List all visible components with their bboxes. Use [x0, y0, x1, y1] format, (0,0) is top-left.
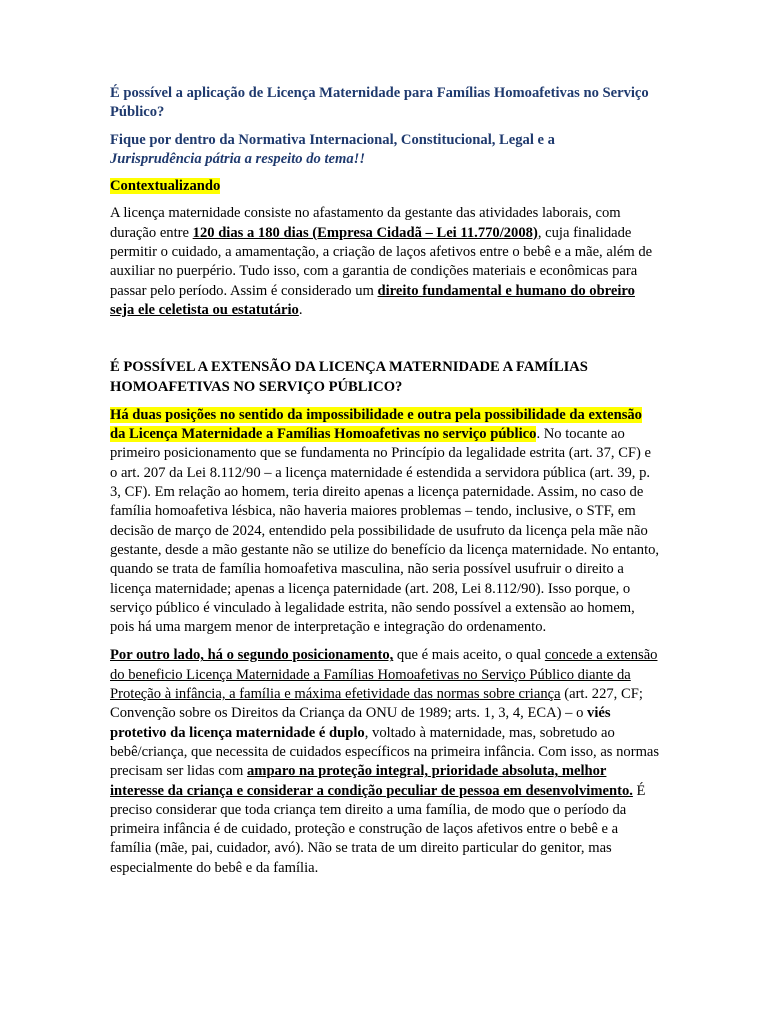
context-label: Contextualizando [110, 178, 221, 195]
p1-text-c: , cuja finalidade permitir o cuidado, a amamentação, a criação de laços afetivos entre o bebê e a mãe, além de auxiliar no puerpério. Tudo isso, com a garantia de condições materiais e econômicas para passar pelo período. Assim é considerado um [110, 224, 653, 299]
subtitle-line-2: Jurisprudência pátria a respeito do tema!! [110, 150, 366, 167]
p3-text-d: (art. 227, CF; Convenção sobre os Direitos da Criança da ONU de 1989; arts. 1, 3, 4, ECA) – o [110, 686, 643, 722]
document-subtitle [110, 131, 660, 170]
p1-duration: 120 dias a 180 dias (Empresa Cidadã – Lei 11.770/2008) [192, 224, 538, 241]
document-title: É possível a aplicação de Licença Maternidade para Famílias Homoafetivas no Serviço Público? [110, 85, 649, 121]
p2-highlight: Há duas posições no sentido da impossibilidade e outra pela possibilidade da extensão da Licença Maternidade a Famílias Homoafetivas no serviço público [110, 406, 642, 443]
p3-dual-protection: viés protetivo da licença maternidade é duplo [110, 705, 611, 741]
paragraph-positions [110, 406, 660, 638]
p3-text-f: , voltado à maternidade, mas, sobretudo ao bebê/criança, que necessita de cuidados específicos na primeira infância. Com isso, as normas precisam ser lidas com [110, 724, 660, 780]
paragraph-second-position [110, 646, 660, 878]
context-label-paragraph [110, 177, 660, 196]
section-heading: É POSSÍVEL A EXTENSÃO DA LICENÇA MATERNIDADE A FAMÍLIAS HOMOAFETIVAS NO SERVIÇO PÚBLICO? [110, 359, 588, 395]
p3-concession: concede a extensão do beneficio Licença Maternidade a Famílias Homoafetivas no Serviço Público diante da Proteção à infância, a família e máxima efetividade das normas sobre criança [110, 647, 658, 703]
subtitle-line-1: Fique por dentro da Normativa Internacional, Constitucional, Legal e a [110, 131, 555, 148]
paragraph-context [110, 204, 660, 320]
p3-text-h: É preciso considerar que toda criança tem direito a uma família, de modo que o período da primeira infância é de cuidado, proteção e construção de laços afetivos entre o bebê e a família (mãe, pai, cuidador, avó). Não se trata de um direito particular do genitor, mas especialmente do bebê e da família. [110, 782, 646, 876]
p1-fundamental-right: direito fundamental e humano do obreiro seja ele celetista ou estatutário [110, 282, 635, 318]
p3-second-position: Por outro lado, há o segundo posicionamento, [110, 647, 394, 664]
document-page [110, 84, 660, 878]
p1-text-e: . [298, 301, 303, 318]
p2-text-b: . No tocante ao primeiro posicionamento que se fundamenta no Princípio da legalidade estrita (art. 37, CF) e o art. 207 da Lei 8.112/90 – a licença maternidade é estendida a servidora pública (art. 39, p. 3, CF). Em relação ao homem, teria direito apenas a licença paternidade. Assim, no caso de família homoafetiva lésbica, não haveria maiores problemas – tendo, inclusive, o STF, em decisão de março de 2024, entendido pela possibilidade de usufruto da licença pela mãe não gestante, desde a mão gestante não se utilize do benefício da licença maternidade. No entanto, quando se trata de família homoafetiva masculina, não seria possível usufruir o direito a licença maternidade; apenas a licença paternidade (art. 208, Lei 8.112/90). Isso porque, o serviço público é vinculado à legalidade estrita, não sendo possível a extensão ao homem, pois há uma margem menor de interpretação e integração do ordenamento. [110, 426, 660, 636]
p1-text-a: A licença maternidade consiste no afastamento da gestante das atividades laborais, com duração entre [110, 205, 621, 241]
p3-text-b: que é mais aceito, o qual [393, 647, 545, 664]
p3-integral-protection: amparo na proteção integral, prioridade absoluta, melhor interesse da criança e considerar a condição peculiar de pessoa em desenvolvimento. [110, 763, 633, 799]
